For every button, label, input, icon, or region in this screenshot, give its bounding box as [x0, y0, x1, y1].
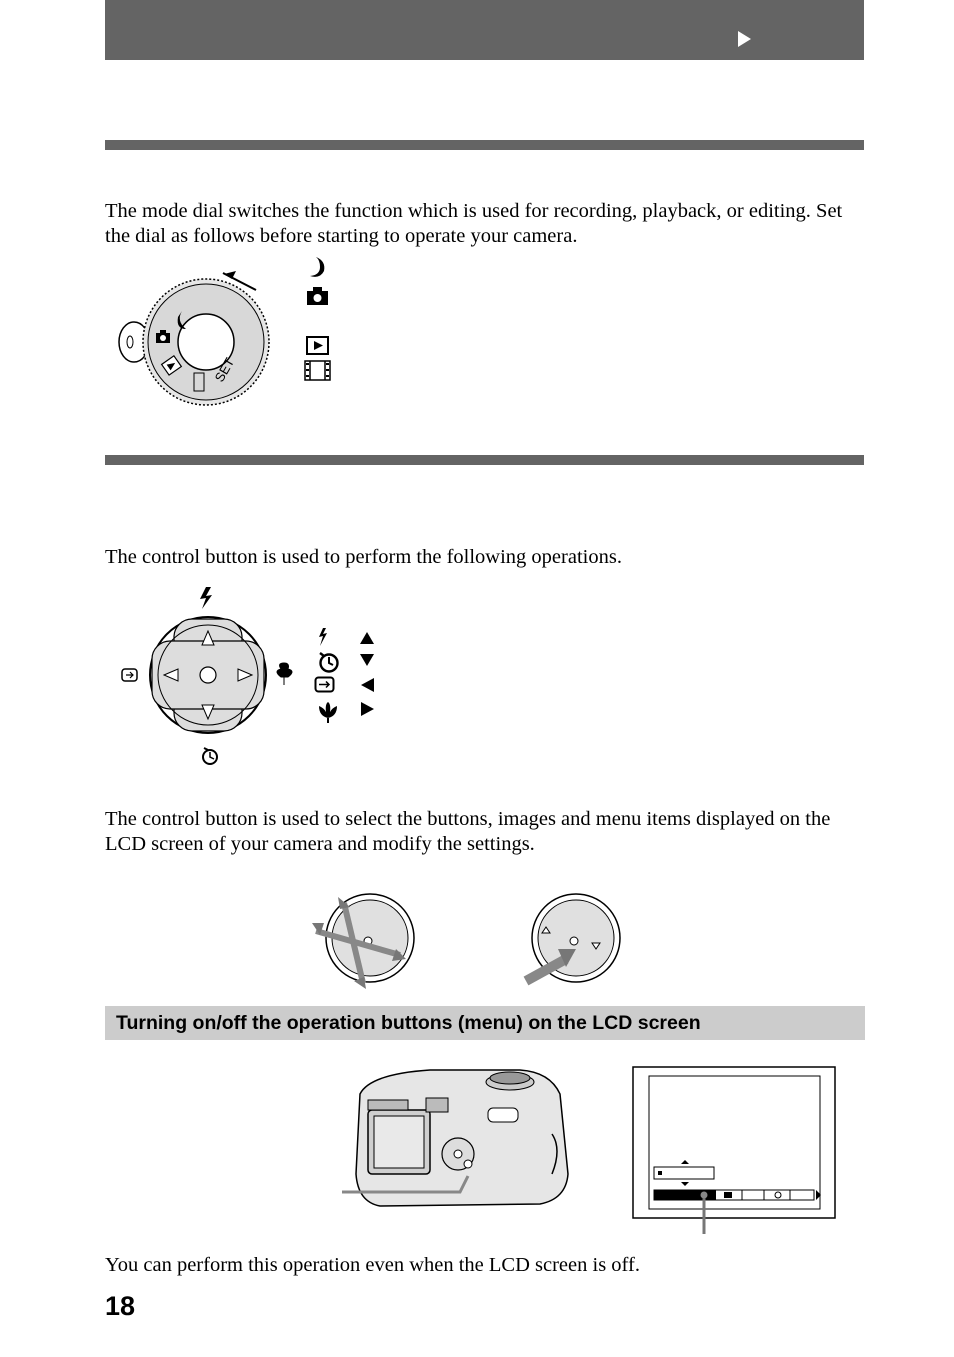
left-arrow-icon	[360, 677, 376, 693]
self-timer-icon	[316, 650, 342, 674]
control-button-paragraph: The control button is used to perform the following operations.	[105, 546, 622, 568]
subsection-title: Turning on/off the operation buttons (menu) on the LCD screen	[116, 1012, 701, 1034]
down-arrow-icon	[359, 653, 375, 667]
camera-icon	[306, 286, 330, 306]
lcd-screen-illustration	[632, 1066, 838, 1236]
control-select-paragraph: The control button is used to select the buttons, images and menu items displayed on the LCD screen of your camera and modify the settings.	[105, 808, 831, 855]
control-button-illustration	[118, 585, 308, 770]
right-triangle-icon	[738, 31, 751, 47]
camera-illustration	[340, 1064, 575, 1214]
control-button-tilt-illustration	[308, 893, 418, 993]
control-button-press-illustration	[520, 893, 630, 993]
lcd-off-paragraph: You can perform this operation even when the LCD screen is off.	[105, 1254, 640, 1276]
mode-dial-illustration	[118, 265, 278, 415]
section-rule	[105, 140, 864, 150]
subsection-heading	[105, 1006, 865, 1040]
twilight-mode-icon	[306, 255, 330, 281]
review-icon	[314, 676, 336, 694]
page-number: 18	[105, 1291, 136, 1321]
playback-icon	[306, 336, 330, 356]
flash-icon	[316, 627, 330, 647]
movie-icon	[304, 360, 332, 382]
right-arrow-icon	[360, 701, 376, 717]
dial-set-label: SET	[211, 355, 238, 385]
header-bar	[105, 0, 864, 60]
up-arrow-icon	[359, 631, 375, 645]
mode-dial-paragraph: The mode dial switches the function which is used for recording, playback, or editing. Set the dial as follows before starting to operate your camera.	[105, 200, 843, 247]
macro-icon	[316, 700, 340, 724]
section-rule	[105, 455, 864, 465]
